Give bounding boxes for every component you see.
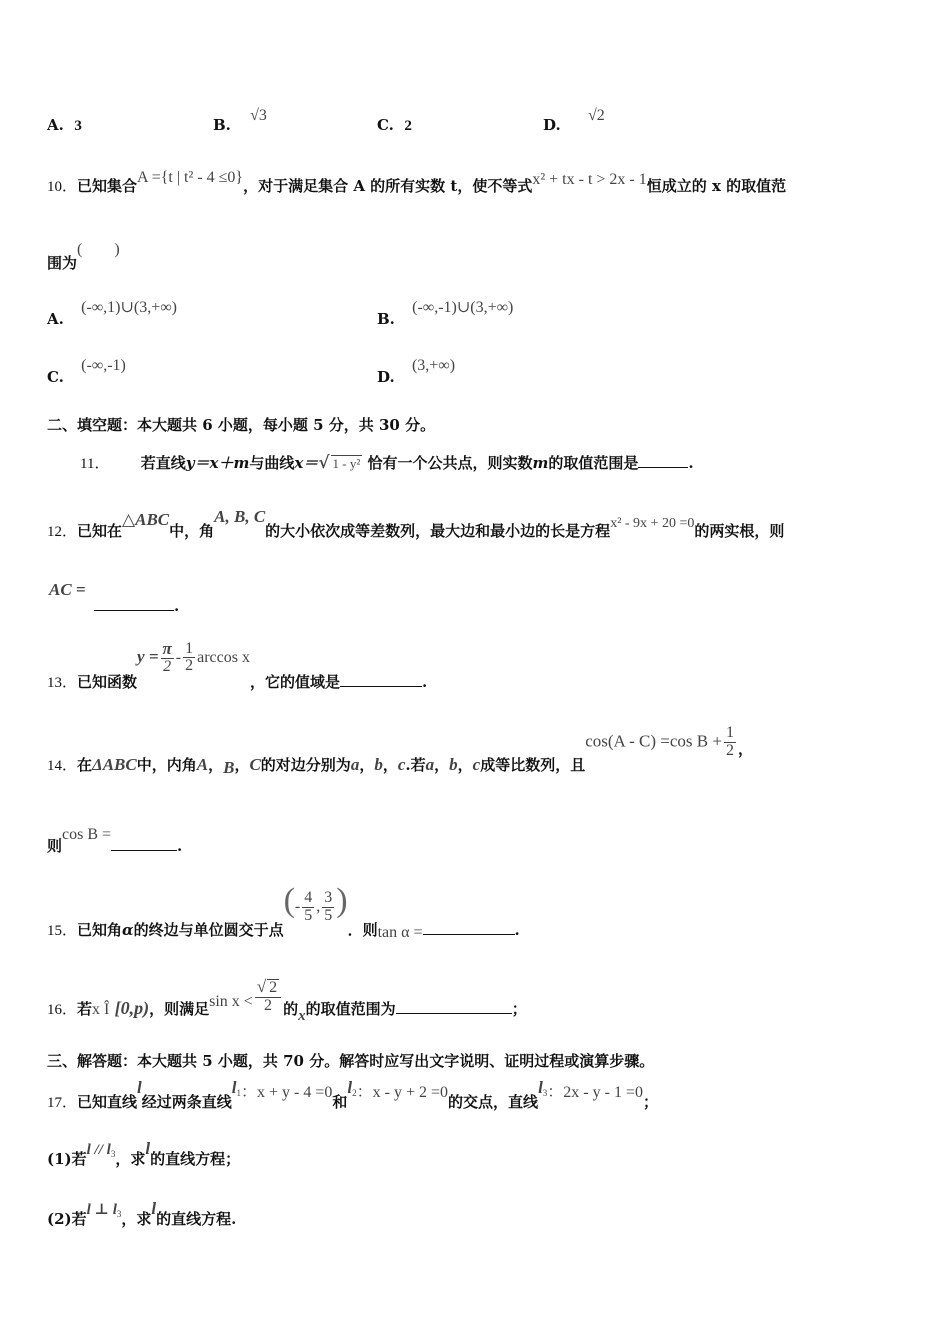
text: 已知函数	[77, 672, 138, 691]
text: ，求	[121, 1210, 152, 1228]
q17-part1	[47, 1138, 241, 1168]
pi-over-two	[161, 640, 174, 676]
quadratic-equation: x² - 9x + 20 =0	[610, 516, 695, 531]
parallel-relation: l // l	[86, 1142, 111, 1158]
part-label: (1)若	[47, 1150, 87, 1168]
option-value: (3,+∞)	[411, 357, 456, 374]
question-number: 15．	[47, 923, 78, 939]
radicand: 1 - y²	[332, 456, 361, 471]
q10-option-a	[47, 299, 177, 329]
var-m: m	[532, 454, 549, 472]
text: 的两实根，则	[694, 522, 785, 540]
q10-line2	[47, 241, 120, 273]
side-c: c	[397, 755, 406, 775]
comma: ，	[737, 740, 753, 759]
side-a: a	[350, 755, 360, 775]
triangle-abc: ΔABC	[92, 755, 137, 775]
denominator: 2	[725, 741, 734, 759]
angle-c: C	[249, 755, 261, 775]
answer-paren: ( )	[77, 241, 120, 258]
var-x: x	[298, 1008, 306, 1025]
text: 恒成立的 x 的取值范	[646, 177, 787, 195]
answer-blank[interactable]	[423, 920, 515, 935]
option-value: (-∞,-1)	[81, 357, 126, 374]
subscript: 2	[352, 1088, 357, 1098]
radicand: 2	[269, 979, 278, 996]
numerator: 1	[185, 639, 194, 657]
option-value: √2	[587, 107, 605, 124]
text: 则	[47, 837, 63, 855]
line-l: l	[137, 1078, 142, 1097]
text: 的直线方程；	[150, 1150, 241, 1168]
text: 与曲线	[249, 454, 295, 472]
question-number: 12．	[47, 524, 78, 540]
text: 恰有一个公共点，则实数	[367, 454, 533, 472]
q17-part2	[47, 1198, 237, 1228]
line-l1-equation: ：x + y - 4 =0	[241, 1084, 333, 1101]
q9-option-d	[543, 107, 605, 135]
option-label: D.	[543, 116, 561, 134]
question-number: 11．	[80, 456, 110, 472]
side-a: a	[425, 755, 435, 775]
curve-expression: x＝	[294, 454, 319, 472]
line-l: l	[145, 1139, 151, 1158]
text: ，它的值域是	[249, 672, 340, 691]
function-lhs: y =	[137, 646, 159, 666]
text: .	[422, 672, 428, 691]
q10-option-b	[377, 299, 514, 329]
numerator: π	[162, 639, 172, 658]
q10-option-d	[377, 357, 456, 387]
line-l: l	[151, 1199, 157, 1218]
comma: ,	[316, 898, 321, 915]
text: 的直线方程.	[156, 1210, 237, 1228]
text: 已知在	[77, 522, 123, 540]
line-l2: l	[347, 1078, 353, 1097]
angles-abc: A, B, C	[214, 507, 266, 526]
sqrt-sign: √	[256, 977, 267, 996]
subscript: 3	[542, 1088, 548, 1098]
text: 围为	[47, 254, 78, 272]
question-number: 10．	[47, 179, 78, 195]
angle-b: B	[223, 758, 235, 778]
text: .	[177, 837, 183, 855]
text: 的终边与单位圆交于点	[133, 921, 284, 939]
q16-line	[47, 966, 527, 1025]
q9-option-b	[213, 107, 267, 135]
text: 经过两条直线	[141, 1093, 232, 1111]
text: 成等比数列，且	[480, 756, 586, 775]
answer-blank[interactable]	[638, 453, 688, 468]
line-l3-equation: ：2x - y - 1 =0	[547, 1084, 643, 1101]
option-value: √3	[250, 107, 267, 124]
text: ．则	[347, 921, 378, 939]
text: 的	[283, 1000, 299, 1019]
q15-line	[47, 882, 520, 941]
option-value: (-∞,-1)∪(3,+∞)	[412, 299, 514, 316]
option-label: A.	[47, 310, 64, 328]
comma: ，	[457, 756, 473, 775]
text: ，求	[115, 1150, 146, 1168]
fraction-three-fifths	[322, 890, 334, 925]
q12-line1	[47, 507, 785, 541]
comma: ，	[208, 756, 224, 775]
text: 若	[77, 1000, 93, 1019]
denominator: 2	[263, 996, 272, 1014]
text: 的对边分别为	[260, 756, 351, 775]
text: .若	[405, 756, 426, 775]
interval-expression: [0,p)	[114, 998, 150, 1019]
ac-expression: AC =	[49, 580, 86, 599]
comma: ，	[359, 756, 375, 775]
q10-option-c	[47, 357, 126, 387]
fraction-four-fifths	[302, 890, 314, 925]
subscript: 3	[116, 1209, 122, 1219]
text: 在	[77, 756, 93, 775]
q10-line1	[47, 169, 787, 196]
option-label: B.	[377, 310, 395, 328]
comma: ，	[234, 756, 250, 775]
question-number: 16．	[47, 1002, 78, 1019]
one-half	[724, 725, 736, 760]
arccos-term: arccos x	[197, 648, 250, 666]
option-label: A.	[47, 116, 64, 134]
denominator: 5	[304, 906, 313, 924]
part-label: (2)若	[47, 1210, 87, 1228]
side-c: c	[472, 755, 481, 775]
sqrt-sign: √	[318, 453, 330, 473]
text: ，对于满足集合 A 的所有实数 t，使不等式	[243, 177, 533, 195]
q14-line1	[47, 724, 753, 778]
option-value: 2	[404, 118, 412, 134]
sqrt2-over-2	[255, 978, 281, 1015]
cos-b-expression: cos B =	[62, 826, 112, 843]
text: 的取值范围为	[305, 1000, 396, 1019]
line-expression: y＝x＋m	[185, 454, 250, 472]
perpendicular-relation: l ⊥ l	[86, 1202, 117, 1218]
denominator: 5	[324, 906, 333, 924]
minus-sign: -	[294, 898, 301, 915]
q12-line2	[49, 580, 86, 600]
option-label: C.	[377, 116, 394, 134]
text: 已知集合	[77, 177, 138, 195]
numerator: 3	[324, 888, 333, 906]
q9-option-a	[47, 116, 82, 135]
text: 已知角	[77, 921, 123, 939]
left-paren: (	[283, 882, 295, 919]
set-a-expression: A ={t | t² - 4 ≤0}	[137, 169, 244, 186]
line-l3: l	[538, 1078, 543, 1097]
tan-alpha-expression: tan α =	[377, 924, 423, 941]
triangle-abc: △ABC	[122, 510, 170, 529]
side-b: b	[374, 755, 383, 775]
comma: ，	[382, 756, 398, 775]
q12-blank-row	[94, 596, 179, 615]
text: ；	[511, 1000, 527, 1019]
text: ；	[642, 1093, 658, 1111]
inequality-expression: x² + tx - t > 2x - 1	[532, 171, 647, 188]
q14-line2	[47, 826, 183, 856]
text: 已知直线	[77, 1093, 138, 1111]
subscript: 3	[110, 1149, 116, 1159]
option-value: (-∞,1)∪(3,+∞)	[81, 299, 177, 316]
sine-inequality: sin x <	[209, 993, 253, 1011]
line-l2-equation: ：x - y + 2 =0	[356, 1084, 449, 1101]
section-2-heading: 二、填空题：本大题共 6 小题，每小题 5 分，共 30 分。	[47, 416, 436, 434]
q17-line	[47, 1075, 658, 1111]
angle-a: A	[196, 755, 209, 775]
subscript: 1	[236, 1088, 242, 1098]
answer-blank[interactable]	[94, 596, 174, 611]
option-label: C.	[47, 368, 64, 386]
text: ，则满足	[149, 1000, 210, 1019]
denominator: 2	[163, 657, 172, 675]
numerator	[255, 978, 281, 998]
text: .	[514, 921, 520, 939]
x-in-expression: x Î	[92, 1001, 110, 1019]
text: 的大小依次成等差数列，最大边和最小边的长是方程	[265, 522, 611, 540]
text: .	[688, 454, 694, 472]
q13-line	[47, 639, 428, 691]
question-number: 17．	[47, 1095, 78, 1111]
question-number: 13．	[47, 674, 78, 691]
option-label: D.	[377, 368, 395, 386]
option-value: 3	[74, 118, 82, 134]
numerator: 1	[725, 724, 734, 741]
text: 若直线	[140, 454, 186, 472]
text: 中，角	[169, 522, 215, 540]
side-b: b	[449, 755, 458, 775]
answer-blank[interactable]	[340, 672, 422, 687]
q9-option-c	[377, 116, 412, 135]
numerator: 4	[304, 888, 313, 906]
question-number: 14．	[47, 758, 78, 775]
answer-blank[interactable]	[111, 836, 177, 851]
text: 和	[332, 1093, 348, 1111]
cosine-equation: cos(A - C) =cos B +	[585, 731, 722, 751]
comma: ，	[434, 756, 450, 775]
section-3-heading: 三、解答题：本大题共 5 小题，共 70 分。解答时应写出文字说明、证明过程或演算步骤。	[47, 1052, 655, 1070]
text: .	[174, 597, 180, 615]
text: 中，内角	[136, 756, 197, 775]
angle-alpha: α	[122, 921, 134, 939]
one-half	[183, 641, 195, 676]
q11-line	[80, 452, 694, 473]
line-l1: l	[231, 1078, 237, 1097]
answer-blank[interactable]	[396, 999, 512, 1014]
option-label: B.	[213, 116, 231, 134]
denominator: 2	[185, 657, 194, 675]
right-paren: )	[336, 882, 348, 919]
text: 的交点，直线	[448, 1093, 539, 1111]
text: 的取值范围是	[548, 454, 639, 472]
minus-sign: -	[175, 648, 182, 666]
